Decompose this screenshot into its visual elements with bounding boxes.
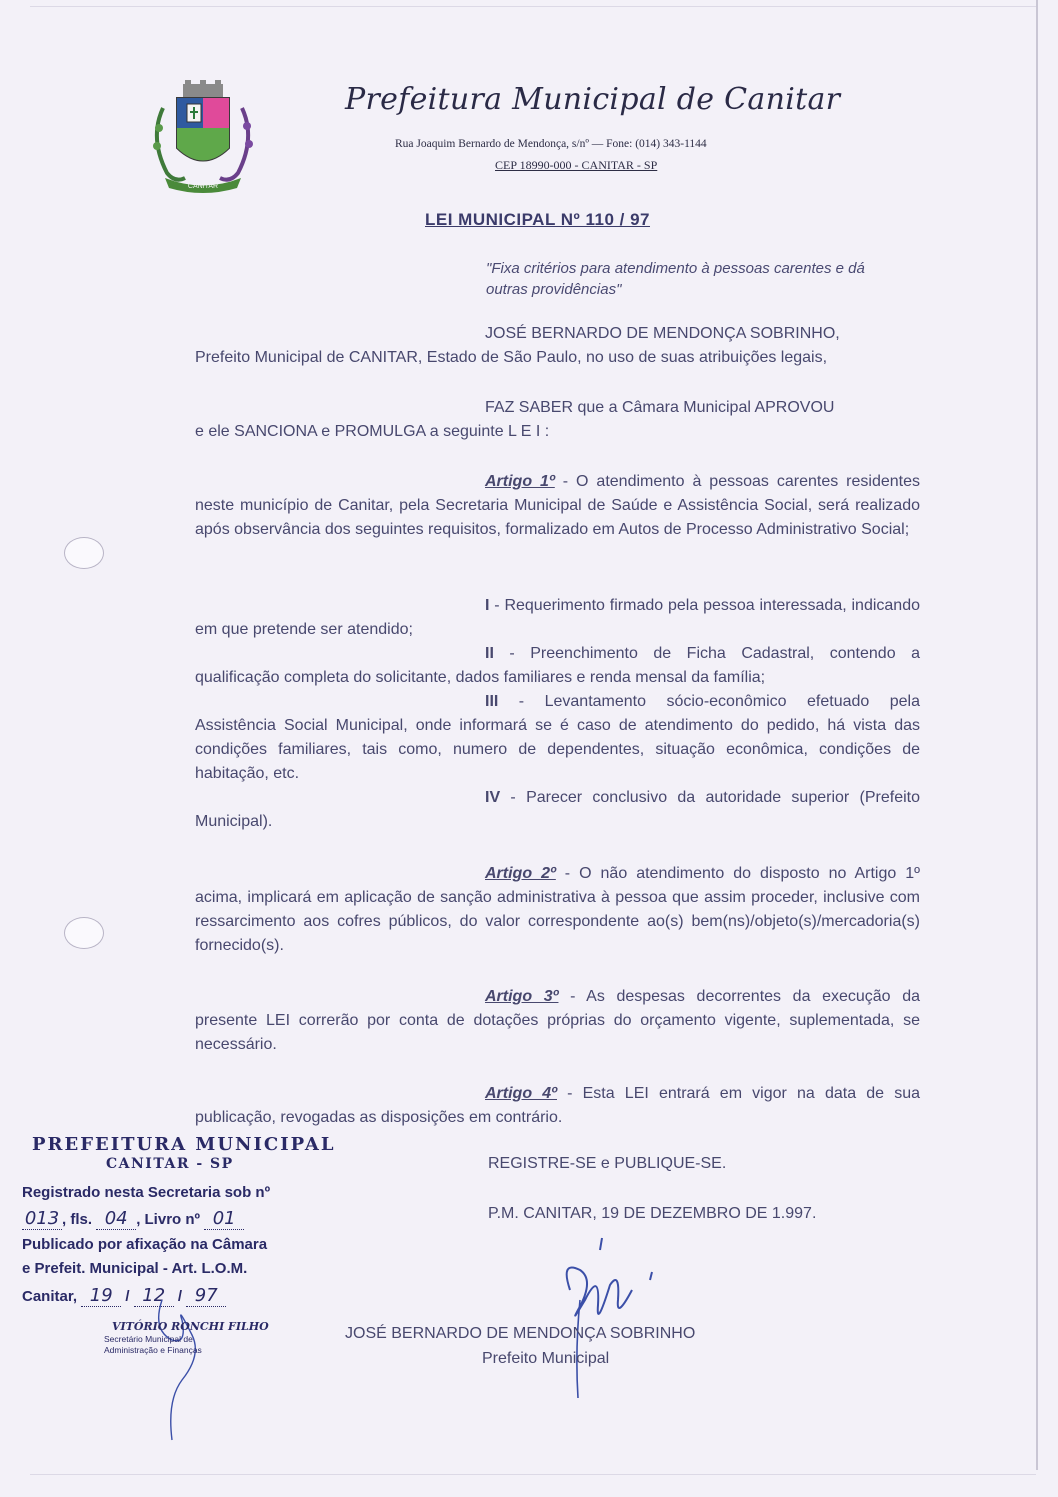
article-2-label: Artigo 2º xyxy=(485,865,556,882)
item-numeral: II xyxy=(485,645,494,662)
punch-hole-lower xyxy=(64,917,104,949)
registre-publique: REGISTRE-SE e PUBLIQUE-SE. xyxy=(488,1155,727,1172)
stamp-canitar-label: Canitar, xyxy=(22,1288,78,1305)
registration-stamp xyxy=(22,1130,342,1430)
list-item xyxy=(195,594,920,642)
signing-date: P.M. CANITAR, 19 DE DEZEMBRO DE 1.997. xyxy=(488,1205,817,1222)
signer-title: Prefeito Municipal xyxy=(482,1350,610,1367)
stamp-registration-numbers xyxy=(22,1208,244,1230)
crest-banner-text: CANITAR xyxy=(187,183,219,190)
stamp-date-day: 19 xyxy=(81,1285,121,1307)
article-2-text: - O não atendimento do disposto no Artigo 1º acima, implicará em aplicação de sanção administrativa à pessoa que assim proceder, inclusive com ressarcimento aos cofres públicos, do valor correspondente ao(s) bem(ns)/objeto(s)/mercadoria(s) fornecido(s). xyxy=(195,865,920,954)
article-1 xyxy=(195,470,920,542)
municipal-crest-logo xyxy=(145,78,260,196)
header-cep: CEP 18990-000 - CANITAR - SP xyxy=(495,158,658,172)
article-4-label: Artigo 4º xyxy=(485,1085,557,1102)
stamp-signer-role-1: Secretário Municipal de xyxy=(104,1334,193,1344)
item-text: - Parecer conclusivo da autoridade superior (Prefeito Municipal). xyxy=(195,789,920,830)
article-1-label: Artigo 1º xyxy=(485,473,555,490)
stamp-date-month: 12 xyxy=(134,1285,174,1307)
law-number: LEI MUNICIPAL Nº 110 / 97 xyxy=(425,210,650,229)
list-item xyxy=(195,786,920,834)
item-numeral: I xyxy=(485,597,490,614)
stamp-city: CANITAR - SP xyxy=(106,1156,234,1172)
item-numeral: IV xyxy=(485,789,501,806)
article-3 xyxy=(195,985,920,1057)
stamp-date-year: 97 xyxy=(186,1285,226,1307)
faz-saber-text: FAZ SABER que a Câmara Municipal APROVOU xyxy=(485,399,835,416)
stamp-registration-line: Registrado nesta Secretaria sob nº xyxy=(22,1184,271,1201)
mayor-signature xyxy=(540,1230,680,1400)
stamp-signer-role-2: Administração e Finanças xyxy=(104,1345,202,1355)
header-address: Rua Joaquim Bernardo de Mendonça, s/nº — Fone: (014) 343-1144 xyxy=(395,138,707,150)
mayor-attributions: Prefeito Municipal de CANITAR, Estado de São Paulo, no uso de suas atribuições legais, xyxy=(195,349,828,366)
mayor-name: JOSÉ BERNARDO DE MENDONÇA SOBRINHO, xyxy=(485,325,840,342)
page-edge-bottom xyxy=(30,1474,1036,1475)
stamp-livro-value: 01 xyxy=(204,1208,244,1230)
article-4 xyxy=(195,1082,920,1130)
item-text: - Preenchimento de Ficha Cadastral, contendo a qualificação completa do solicitante, dados familiares e renda mensal da família; xyxy=(195,645,920,686)
page-edge-right xyxy=(1036,0,1038,1470)
article-1-items xyxy=(195,594,920,834)
article-3-text: - As despesas decorrentes da execução da presente LEI correrão por conta de dotações próprias do orçamento vigente, suplementada, se necessário. xyxy=(195,988,920,1053)
preamble-paragraph xyxy=(195,322,920,370)
stamp-date-line: Canitar, 19 / 12 / 97 xyxy=(22,1285,226,1307)
article-1-text: - O atendimento à pessoas carentes residentes neste município de Canitar, pela Secretaria Municipal de Saúde e Assistência Social, será realizado após observância dos seguintes requisitos, formalizado em Autos de Processo Administrativo Social; xyxy=(195,473,920,538)
stamp-reg-number: 013 xyxy=(22,1208,62,1230)
secretary-signature xyxy=(142,1290,242,1450)
punch-hole-upper xyxy=(64,537,104,569)
item-numeral: III xyxy=(485,693,499,710)
item-text: - Levantamento sócio-econômico efetuado pela Assistência Social Municipal, onde informará se é caso de atendimento do pedido, há vista das condições familiares, tais como, numero de dependentes, situação econômica, condições de habitação, etc. xyxy=(195,693,920,782)
article-3-label: Artigo 3º xyxy=(485,988,559,1005)
stamp-article-line: e Prefeit. Municipal - Art. L.O.M. xyxy=(22,1260,248,1277)
page-title: Prefeitura Municipal de Canitar xyxy=(345,82,841,117)
signer-name: JOSÉ BERNARDO DE MENDONÇA SOBRINHO xyxy=(345,1325,696,1342)
law-ementa: "Fixa critérios para atendimento à pessoas carentes e dá outras providências" xyxy=(486,260,865,298)
stamp-signer: VITÓRIO RONCHI FILHO xyxy=(112,1320,269,1333)
stamp-publication-line: Publicado por afixação na Câmara xyxy=(22,1236,268,1253)
item-text: - Requerimento firmado pela pessoa interessada, indicando em que pretende ser atendido; xyxy=(195,597,920,638)
stamp-fls-value: 04 xyxy=(96,1208,136,1230)
list-item xyxy=(195,642,920,690)
stamp-livro-label: , Livro nº xyxy=(136,1211,201,1228)
page-edge-top xyxy=(30,6,1036,7)
article-4-text: - Esta LEI entrará em vigor na data de sua publicação, revogadas as disposições em contrário. xyxy=(195,1085,920,1126)
article-2 xyxy=(195,862,920,958)
faz-saber-paragraph xyxy=(195,396,920,444)
list-item xyxy=(195,690,920,786)
stamp-title: PREFEITURA MUNICIPAL xyxy=(32,1134,336,1155)
stamp-fls-label: , fls. xyxy=(62,1211,93,1228)
faz-saber-rest: e ele SANCIONA e PROMULGA a seguinte L E I : xyxy=(195,423,550,440)
